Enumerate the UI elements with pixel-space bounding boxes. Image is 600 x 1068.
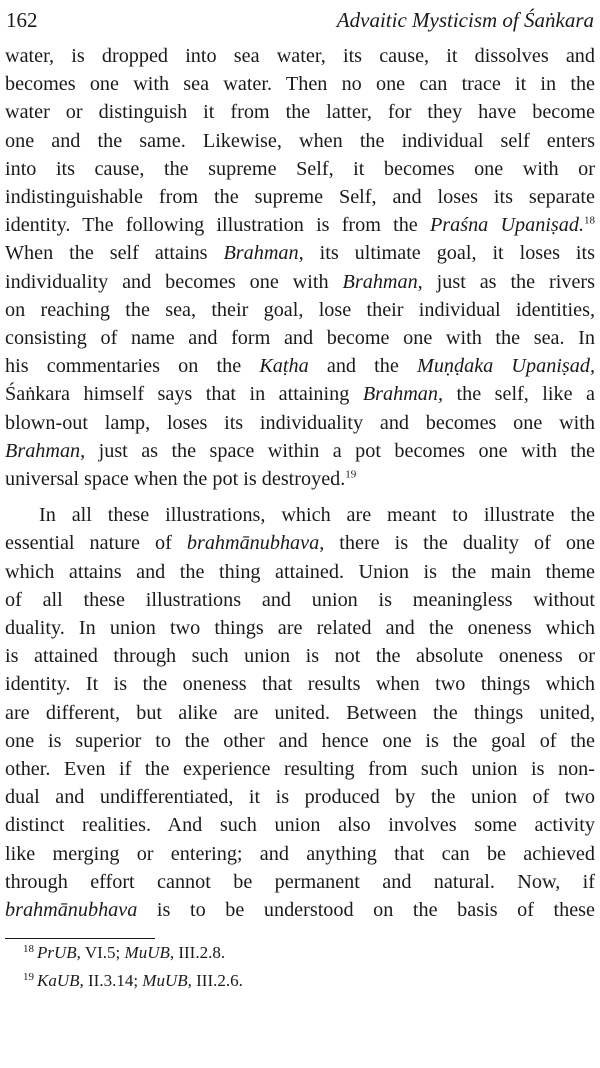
text-line: are different, but alike are united. Between the things united, [5,701,595,724]
text-line: of all these illustrations and union is meaningless without [5,588,595,611]
text-line: essential nature of brahmānubhava, there is the duality of one [5,532,595,555]
text-line: individuality and becomes one with Brahman, just as the rivers [5,270,595,293]
text-line: In all these illustrations, which are meant to illustrate the [39,504,595,527]
page-header [5,0,595,40]
paragraph-1 [5,42,595,493]
footnote-18: $^{18}$ PrUB, VI.5; MuUB, III.2.8. [23,942,226,963]
text-line: distinct realities. And such union also involves some activity [5,814,595,837]
text-line: other. Even if the experience resulting from such union is non- [5,758,595,781]
text-line: identity. The following illustration is from the Praśna Upaniṣad.$^{18}$ [5,214,596,237]
text-line: one and the same. Likewise, when the individual self enters [5,129,595,152]
text-line: is attained through such union is not the absolute oneness or [5,645,595,668]
text-line: Śaṅkara himself says that in attaining Brahman, the self, like a [5,383,596,406]
footnote-ref-19: 19 [345,468,357,481]
text-line: which attains and the thing attained. Union is the main theme [5,560,595,583]
paragraph-2 [5,501,595,924]
footnote-19: $^{19}$ KaUB, II.3.14; MuUB, III.2.6. [23,970,243,991]
text-line: water or distinguish it from the latter, for they have become [5,101,595,124]
text-line: dual and undifferentiated, it is produced by the union of two [5,786,595,809]
text-line: Brahman, just as the space within a pot becomes one with the [5,439,595,462]
text-line: When the self attains Brahman, its ultimate goal, it loses its [5,242,595,265]
text-line: brahmānubhava is to be understood on the basis of these [5,899,595,922]
text-line: becomes one with sea water. Then no one can trace it in the [5,73,595,96]
text-line: like merging or entering; and anything that can be achieved [5,842,595,865]
text-line: through effort cannot be permanent and natural. Now, if [5,870,595,893]
page-number: 162 [6,7,38,32]
text-line: water, is dropped into sea water, its cause, it dissolves and [5,45,595,67]
text-line: his commentaries on the Kaṭha and the Muṇḍaka Upaniṣad, [5,355,595,378]
main-text [5,42,595,924]
text-line: duality. In union two things are related and the oneness which [5,617,595,640]
text-line: into its cause, the supreme Self, it becomes one with or [5,157,595,180]
text-line: blown-out lamp, loses its individuality and becomes one with [5,411,595,434]
running-title: Advaitic Mysticism of Śaṅkara [336,7,594,32]
text-line: universal space when the pot is destroyed.$^{19}$ [5,468,357,491]
text-line: consisting of name and form and become one with the sea. In [5,327,595,350]
footnote-ref-18: 18 [584,214,596,227]
text-line: on reaching the sea, their goal, lose their individual identities, [5,298,595,321]
text-line: identity. It is the oneness that results when two things which [5,673,595,696]
text-line: indistinguishable from the supreme Self, and loses its separate [5,186,595,209]
text-line: one is superior to the other and hence one is the goal of the [5,729,595,752]
